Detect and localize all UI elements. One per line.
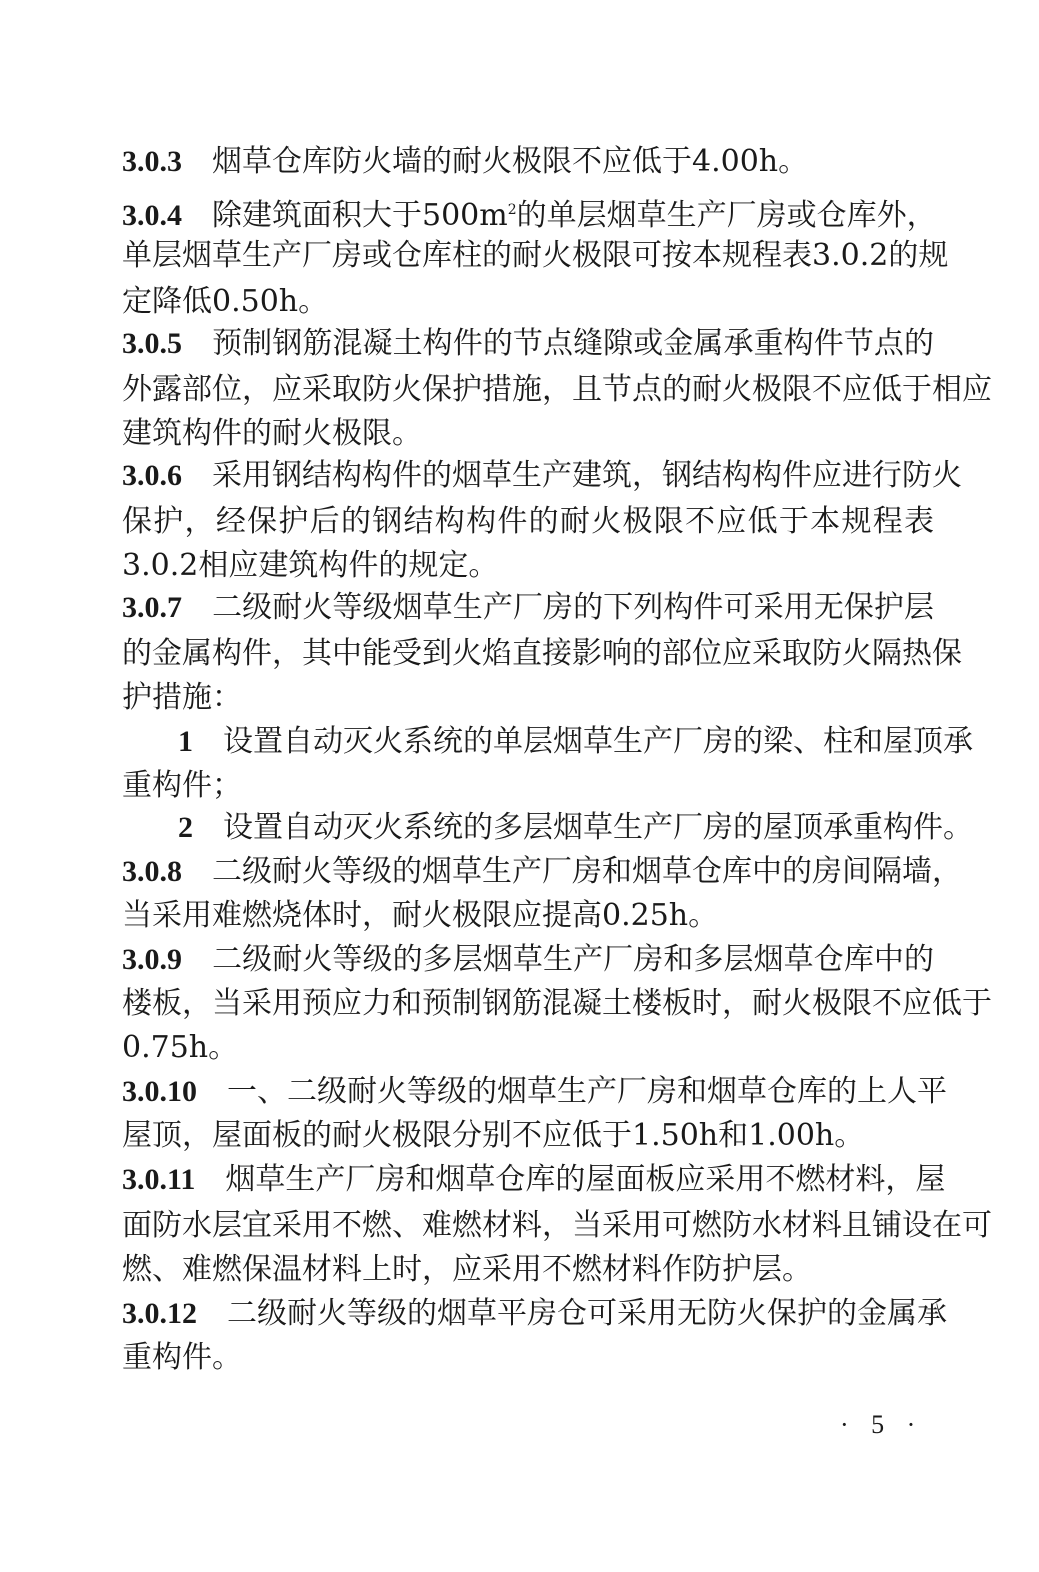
page-number: · 5 · — [840, 1410, 924, 1439]
clause-3-0-5-line-1 — [122, 324, 934, 364]
clause-3-0-6-line-2: 保护，经保护后的钢结构构件的耐火极限不应低于本规程表 — [122, 504, 934, 539]
clause-text: 二级耐火等级的多层烟草生产厂房和多层烟草仓库中的 — [212, 942, 934, 977]
clause-number: 3.0.10 — [122, 1075, 197, 1108]
clause-number: 3.0.4 — [122, 199, 182, 232]
clause-number: 3.0.9 — [122, 943, 182, 976]
clause-3-0-7-item-2-line-1 — [178, 808, 973, 848]
clause-3-0-8-line-1 — [122, 852, 962, 892]
clause-3-0-10-line-1 — [122, 1072, 947, 1112]
clause-number: 3.0.7 — [122, 591, 182, 624]
item-number: 1 — [178, 725, 193, 758]
clause-3-0-4-line-3: 定降低0.50h。 — [122, 284, 329, 319]
clause-text: 二级耐火等级的烟草生产厂房和烟草仓库中的房间隔墙， — [212, 854, 962, 889]
clause-text: 除建筑面积大于500m — [212, 198, 508, 233]
clause-number: 3.0.6 — [122, 459, 182, 492]
item-text: 设置自动灭火系统的单层烟草生产厂房的梁、柱和屋顶承 — [223, 724, 973, 759]
clause-3-0-6-line-1 — [122, 456, 962, 496]
clause-3-0-11-line-2: 面防水层宜采用不燃、难燃材料，当采用可燃防水材料且铺设在可 — [122, 1208, 992, 1243]
clause-3-0-4-line-2: 单层烟草生产厂房或仓库柱的耐火极限可按本规程表3.0.2的规 — [122, 238, 949, 273]
clause-3-0-9-line-2: 楼板，当采用预应力和预制钢筋混凝土楼板时，耐火极限不应低于 — [122, 986, 992, 1021]
clause-3-0-7-line-3: 护措施： — [122, 680, 242, 715]
clause-3-0-11-line-3: 燃、难燃保温材料上时，应采用不燃材料作防护层。 — [122, 1252, 812, 1287]
clause-text: 二级耐火等级的烟草平房仓可采用无防火保护的金属承 — [227, 1296, 947, 1331]
clause-number: 3.0.12 — [122, 1297, 197, 1330]
clause-number: 3.0.8 — [122, 855, 182, 888]
clause-3-0-3-line-1 — [122, 142, 934, 182]
clause-text: 的单层烟草生产厂房或仓库外， — [516, 198, 937, 233]
clause-text: 采用钢结构构件的烟草生产建筑，钢结构构件应进行防火 — [212, 458, 962, 493]
superscript: 2 — [507, 202, 517, 218]
clause-3-0-12-line-1 — [122, 1294, 947, 1334]
clause-text: 预制钢筋混凝土构件的节点缝隙或金属承重构件节点的 — [212, 326, 934, 361]
clause-3-0-10-line-2: 屋顶，屋面板的耐火极限分别不应低于1.50h和1.00h。 — [122, 1118, 865, 1153]
clause-number: 3.0.11 — [122, 1163, 196, 1196]
clause-text: 烟草仓库防火墙的耐火极限不应低于4.00h。 — [212, 144, 809, 179]
clause-3-0-11-line-1 — [122, 1160, 946, 1200]
clause-3-0-8-line-2: 当采用难燃烧体时，耐火极限应提高0.25h。 — [122, 898, 719, 933]
clause-3-0-5-line-2: 外露部位，应采取防火保护措施，且节点的耐火极限不应低于相应 — [122, 372, 992, 407]
clause-3-0-6-line-3: 3.0.2相应建筑构件的规定。 — [122, 548, 499, 583]
clause-3-0-5-line-3: 建筑构件的耐火极限。 — [122, 416, 422, 451]
clause-text: 二级耐火等级烟草生产厂房的下列构件可采用无保护层 — [212, 590, 934, 625]
clause-3-0-7-item-1-line-1 — [178, 722, 973, 762]
clause-number: 3.0.3 — [122, 145, 182, 178]
clause-text: 一、二级耐火等级的烟草生产厂房和烟草仓库的上人平 — [227, 1074, 947, 1109]
clause-3-0-7-line-1 — [122, 588, 934, 628]
clause-number: 3.0.5 — [122, 327, 182, 360]
clause-3-0-7-item-1-line-2: 重构件； — [122, 768, 242, 803]
item-number: 2 — [178, 811, 193, 844]
item-text: 设置自动灭火系统的多层烟草生产厂房的屋顶承重构件。 — [223, 810, 973, 845]
clause-3-0-4-line-1 — [122, 190, 937, 236]
clause-3-0-7-line-2: 的金属构件，其中能受到火焰直接影响的部位应采取防火隔热保 — [122, 636, 962, 671]
clause-text: 烟草生产厂房和烟草仓库的屋面板应采用不燃材料，屋 — [225, 1162, 946, 1197]
clause-3-0-9-line-1 — [122, 940, 934, 980]
clause-3-0-12-line-2: 重构件。 — [122, 1340, 242, 1375]
clause-3-0-9-line-3: 0.75h。 — [122, 1030, 239, 1065]
